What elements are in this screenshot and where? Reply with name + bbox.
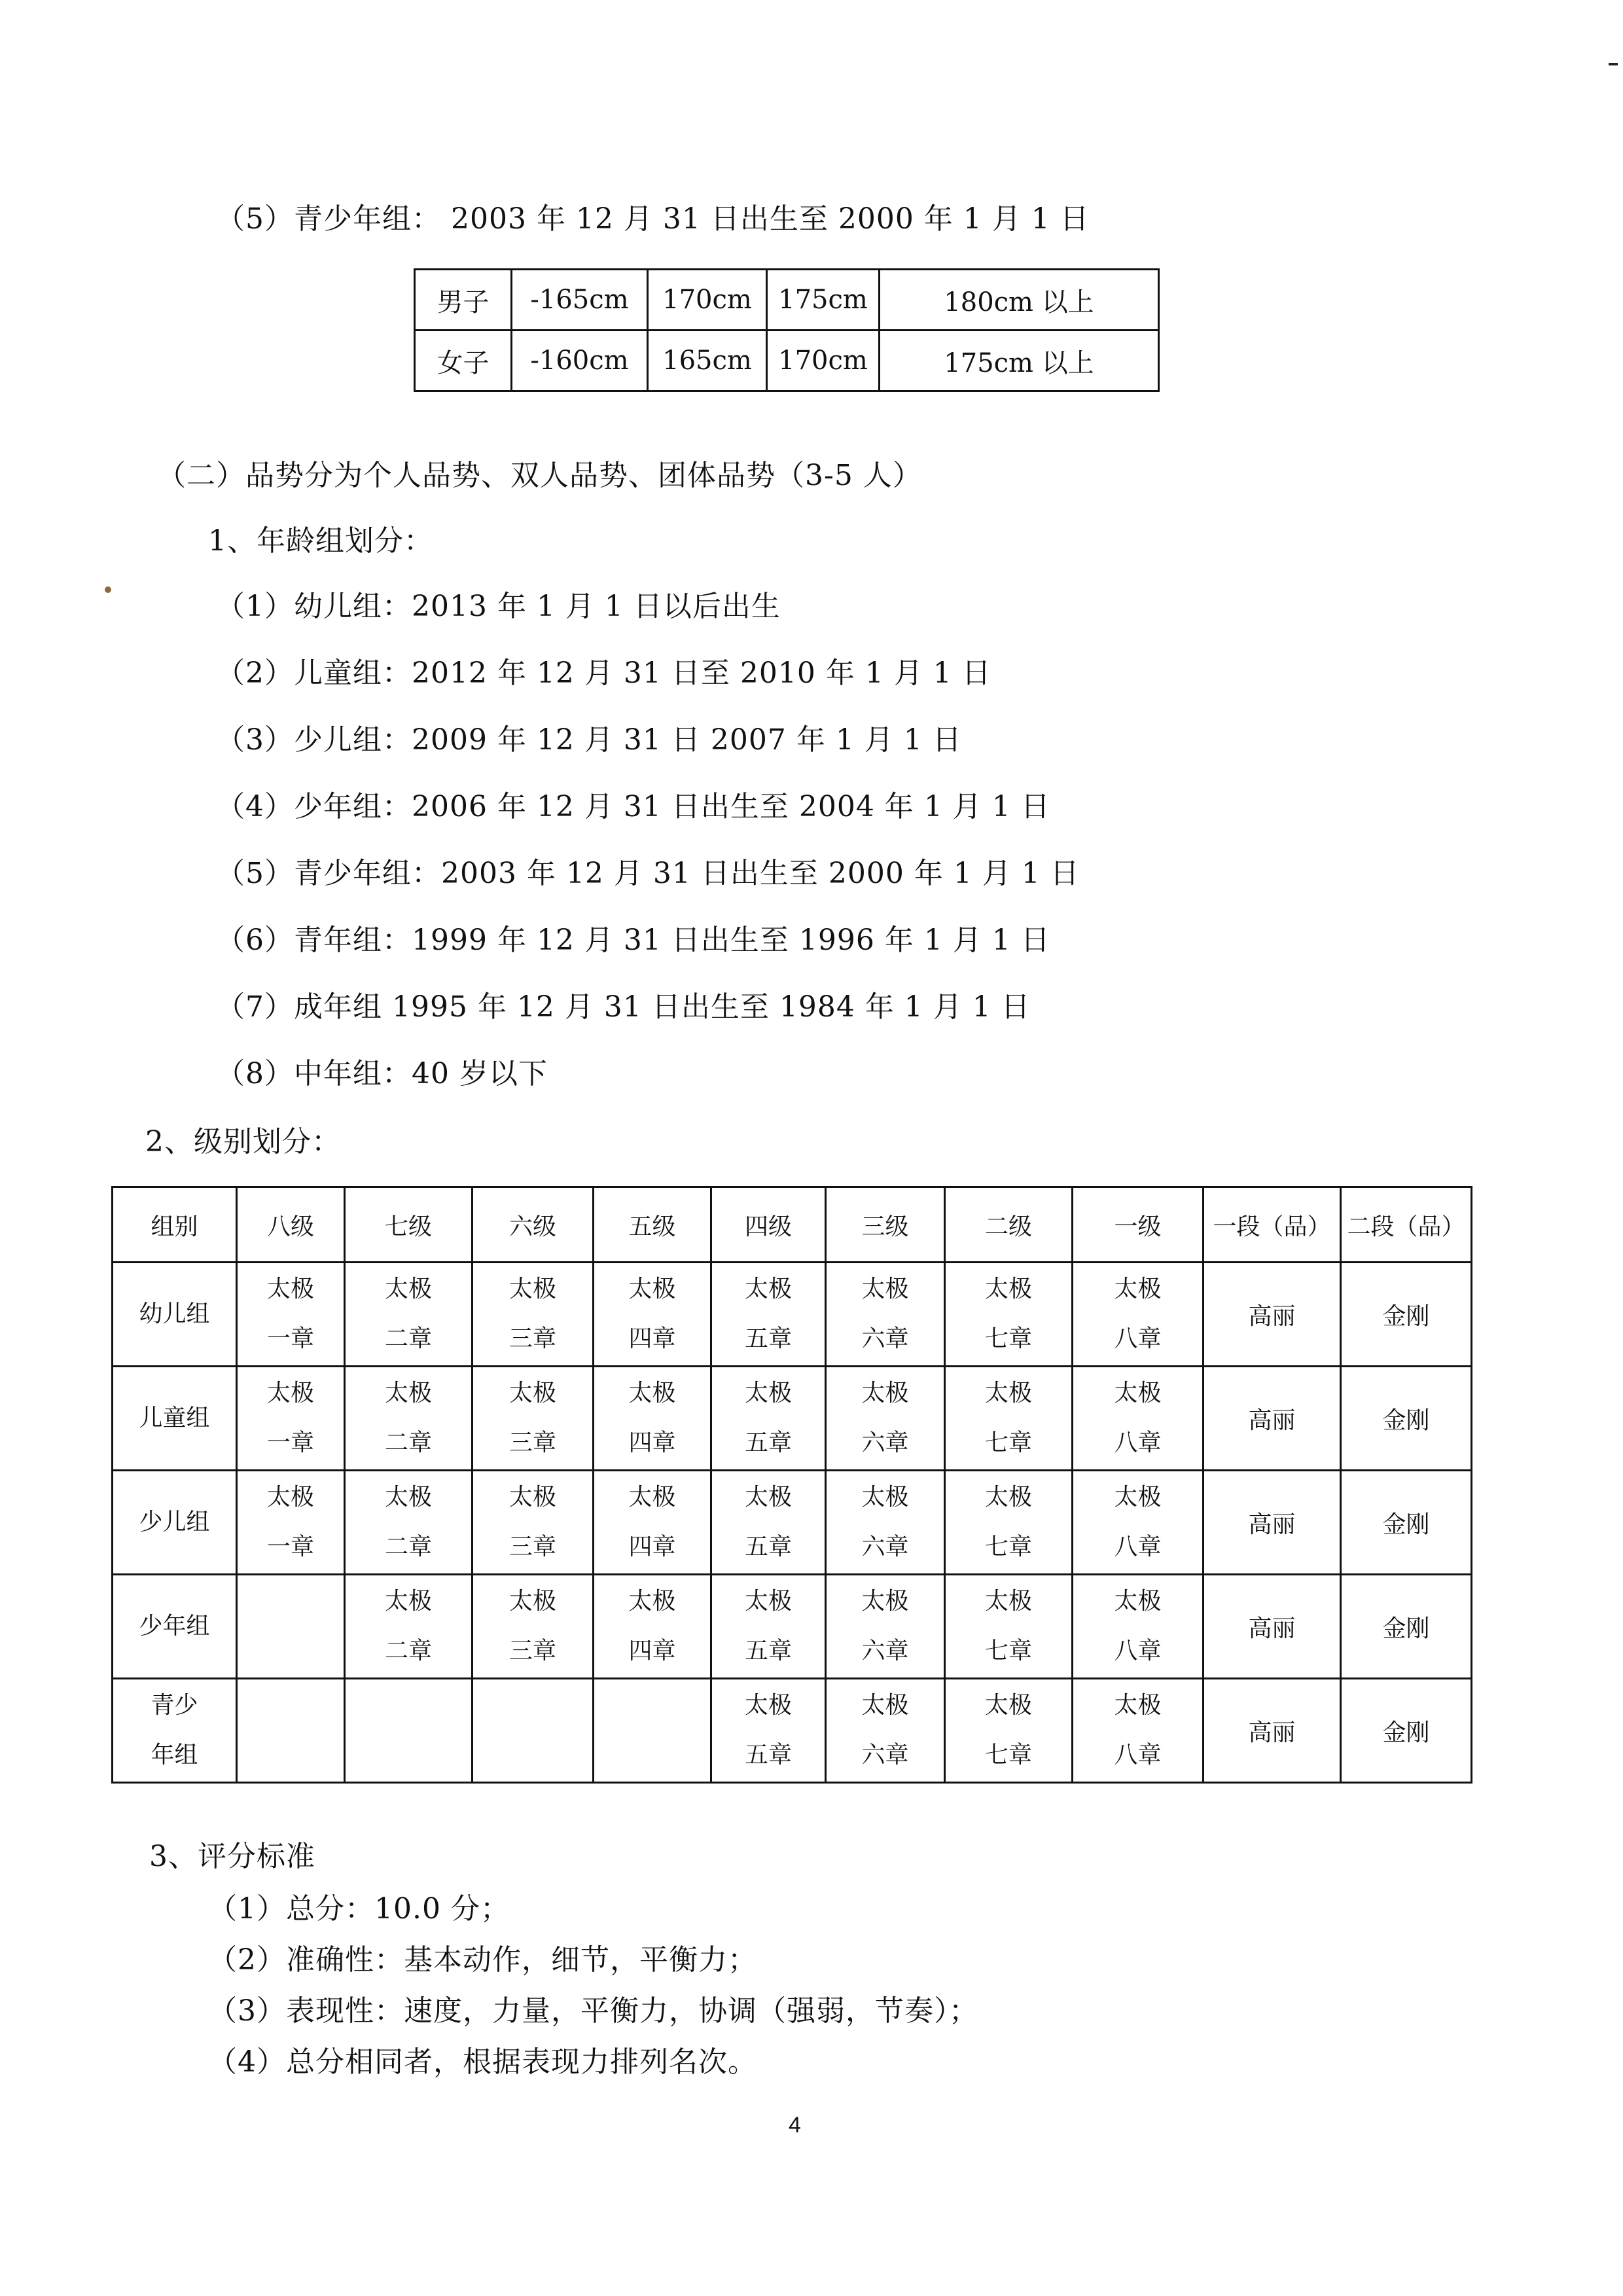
poomsae-label: 三章 bbox=[508, 1429, 556, 1456]
grade-header-row bbox=[113, 1187, 1472, 1263]
poomsae-cell bbox=[345, 1679, 473, 1783]
poomsae-cell bbox=[345, 1367, 473, 1471]
grade-header-cell: 二级 bbox=[945, 1187, 1073, 1263]
group-label: 幼儿组 bbox=[139, 1300, 210, 1327]
poomsae-label: 太极 bbox=[628, 1276, 676, 1302]
poomsae-label: 太极 bbox=[266, 1484, 314, 1511]
scoring-item: （3）表现性：速度，力量，平衡力，协调（强弱，节奏）； bbox=[208, 1994, 978, 2028]
poomsae-label: 七章 bbox=[984, 1534, 1032, 1560]
grade-row bbox=[113, 1679, 1472, 1783]
age-item: （3）少儿组：2009 年 12 月 31 日 2007 年 1 月 1 日 bbox=[216, 723, 962, 757]
poomsae-cell bbox=[945, 1679, 1073, 1783]
age-item: （2）儿童组：2012 年 12 月 31 日至 2010 年 1 月 1 日 bbox=[216, 656, 991, 690]
poomsae-label: 四章 bbox=[628, 1429, 676, 1456]
poomsae-label: 太极 bbox=[1114, 1588, 1162, 1615]
group-cell bbox=[113, 1575, 237, 1679]
poomsae-label: 八章 bbox=[1114, 1429, 1162, 1456]
group-label: 少年组 bbox=[139, 1613, 210, 1640]
poomsae-cell bbox=[473, 1263, 594, 1367]
poomsae-label: 太极 bbox=[384, 1588, 432, 1615]
poomsae-cell bbox=[237, 1679, 345, 1783]
poomsae-label: 太极 bbox=[1114, 1276, 1162, 1302]
poomsae-label: 太极 bbox=[861, 1484, 909, 1511]
poomsae-label: 太极 bbox=[861, 1276, 909, 1302]
height-cell: -160cm bbox=[512, 331, 648, 391]
poomsae-label: 太极 bbox=[744, 1380, 792, 1407]
height-cell: 170cm bbox=[648, 270, 767, 331]
poomsae-label: 五章 bbox=[744, 1325, 792, 1352]
poomsae-label: 八章 bbox=[1114, 1534, 1162, 1560]
group-cell bbox=[113, 1471, 237, 1575]
poomsae-label: 太极 bbox=[508, 1588, 556, 1615]
poomsae-label: 太极 bbox=[1114, 1692, 1162, 1719]
scoring-item: （2）准确性：基本动作，细节，平衡力； bbox=[208, 1943, 757, 1977]
poomsae-label: 三章 bbox=[508, 1325, 556, 1352]
poomsae-label: 太极 bbox=[266, 1380, 314, 1407]
grade-header-cell: 七级 bbox=[345, 1187, 473, 1263]
poomsae-cell bbox=[473, 1575, 594, 1679]
poomsae-cell bbox=[826, 1471, 945, 1575]
poomsae-label: 一章 bbox=[266, 1429, 314, 1456]
poomsae-label: 七章 bbox=[984, 1742, 1032, 1768]
height-table bbox=[414, 268, 1160, 392]
poomsae-label: 太极 bbox=[266, 1276, 314, 1302]
poomsae-label: 八章 bbox=[1114, 1638, 1162, 1664]
grade-header-cell: 八级 bbox=[237, 1187, 345, 1263]
poomsae-cell bbox=[594, 1367, 711, 1471]
poomsae-label: 六章 bbox=[861, 1742, 909, 1768]
poomsae-label: 太极 bbox=[861, 1692, 909, 1719]
poomsae-cell bbox=[945, 1367, 1073, 1471]
poomsae-cell bbox=[711, 1575, 826, 1679]
poomsae-label: 八章 bbox=[1114, 1325, 1162, 1352]
poomsae-label: 七章 bbox=[984, 1429, 1032, 1456]
poomsae-label: 太极 bbox=[984, 1276, 1032, 1302]
poomsae-label: 七章 bbox=[984, 1638, 1032, 1664]
level-title: 2、级别划分： bbox=[145, 1125, 341, 1158]
poomsae-label: 太极 bbox=[744, 1692, 792, 1719]
poomsae-label: 一章 bbox=[266, 1534, 314, 1560]
dan-cell: 金刚 bbox=[1341, 1575, 1472, 1679]
height-cell: 175cm bbox=[767, 270, 880, 331]
scoring-item: （1）总分：10.0 分； bbox=[208, 1892, 510, 1926]
poomsae-cell bbox=[345, 1575, 473, 1679]
poomsae-label: 太极 bbox=[384, 1484, 432, 1511]
poomsae-label: 太极 bbox=[384, 1276, 432, 1302]
scoring-title: 3、评分标准 bbox=[149, 1840, 315, 1873]
height-row bbox=[415, 270, 1159, 331]
poomsae-label: 六章 bbox=[861, 1638, 909, 1664]
section2-title: （二）品势分为个人品势、双人品势、团体品势（3-5 人） bbox=[157, 459, 922, 492]
poomsae-label: 一章 bbox=[266, 1325, 314, 1352]
poomsae-cell bbox=[1073, 1471, 1204, 1575]
age-item: （5）青少年组：2003 年 12 月 31 日出生至 2000 年 1 月 1 日 bbox=[216, 857, 1080, 890]
grade-header-cell: 四级 bbox=[711, 1187, 826, 1263]
poomsae-cell bbox=[1073, 1679, 1204, 1783]
height-cell: 女子 bbox=[415, 331, 512, 391]
height-cell: 175cm 以上 bbox=[880, 331, 1159, 391]
height-row bbox=[415, 331, 1159, 391]
poomsae-cell bbox=[237, 1263, 345, 1367]
poomsae-cell bbox=[945, 1575, 1073, 1679]
group-label: 青少 bbox=[151, 1692, 198, 1719]
poomsae-cell bbox=[711, 1471, 826, 1575]
poomsae-cell bbox=[594, 1471, 711, 1575]
grade-header-cell: 三级 bbox=[826, 1187, 945, 1263]
poomsae-label: 太极 bbox=[1114, 1484, 1162, 1511]
poomsae-label: 太极 bbox=[744, 1276, 792, 1302]
dan-cell: 金刚 bbox=[1341, 1367, 1472, 1471]
group-label: 少儿组 bbox=[139, 1509, 210, 1535]
poomsae-cell bbox=[826, 1263, 945, 1367]
poomsae-cell bbox=[826, 1367, 945, 1471]
grade-header-cell: 六级 bbox=[473, 1187, 594, 1263]
height-cell: 180cm 以上 bbox=[880, 270, 1159, 331]
poomsae-cell bbox=[1073, 1367, 1204, 1471]
poomsae-cell bbox=[473, 1367, 594, 1471]
dan-cell: 高丽 bbox=[1204, 1471, 1341, 1575]
poomsae-cell bbox=[345, 1263, 473, 1367]
poomsae-label: 太极 bbox=[508, 1380, 556, 1407]
poomsae-label: 太极 bbox=[861, 1380, 909, 1407]
age-item: （7）成年组 1995 年 12 月 31 日出生至 1984 年 1 月 1 日 bbox=[216, 990, 1031, 1024]
poomsae-cell bbox=[1073, 1575, 1204, 1679]
grade-row bbox=[113, 1471, 1472, 1575]
poomsae-label: 四章 bbox=[628, 1638, 676, 1664]
poomsae-cell bbox=[1073, 1263, 1204, 1367]
poomsae-label: 三章 bbox=[508, 1638, 556, 1664]
scan-speck bbox=[105, 586, 111, 593]
grade-row bbox=[113, 1263, 1472, 1367]
age-title: 1、年龄组划分： bbox=[208, 524, 433, 558]
page-number: 4 bbox=[789, 2113, 801, 2138]
poomsae-label: 五章 bbox=[744, 1638, 792, 1664]
poomsae-cell bbox=[594, 1263, 711, 1367]
poomsae-label: 六章 bbox=[861, 1325, 909, 1352]
grade-header-cell: 五级 bbox=[594, 1187, 711, 1263]
grade-table bbox=[111, 1186, 1472, 1784]
group-label: 年组 bbox=[151, 1742, 198, 1768]
dan-cell: 金刚 bbox=[1341, 1471, 1472, 1575]
grade-header-cell: 二段（品） bbox=[1341, 1187, 1472, 1263]
poomsae-cell bbox=[711, 1263, 826, 1367]
poomsae-cell bbox=[473, 1679, 594, 1783]
age-item: （1）幼儿组：2013 年 1 月 1 日以后出生 bbox=[216, 590, 781, 623]
group-label: 儿童组 bbox=[139, 1405, 210, 1431]
poomsae-label: 七章 bbox=[984, 1325, 1032, 1352]
poomsae-label: 太极 bbox=[984, 1484, 1032, 1511]
poomsae-label: 八章 bbox=[1114, 1742, 1162, 1768]
dan-cell: 金刚 bbox=[1341, 1679, 1472, 1783]
poomsae-cell bbox=[826, 1679, 945, 1783]
poomsae-label: 二章 bbox=[384, 1638, 432, 1664]
grade-header-cell: 一段（品） bbox=[1204, 1187, 1341, 1263]
poomsae-label: 太极 bbox=[984, 1588, 1032, 1615]
scoring-item: （4）总分相同者，根据表现力排列名次。 bbox=[208, 2045, 757, 2079]
poomsae-cell bbox=[711, 1679, 826, 1783]
dan-cell: 金刚 bbox=[1341, 1263, 1472, 1367]
poomsae-cell bbox=[945, 1263, 1073, 1367]
poomsae-label: 太极 bbox=[984, 1380, 1032, 1407]
poomsae-label: 五章 bbox=[744, 1742, 792, 1768]
grade-header-cell: 一级 bbox=[1073, 1187, 1204, 1263]
poomsae-label: 太极 bbox=[384, 1380, 432, 1407]
poomsae-label: 六章 bbox=[861, 1534, 909, 1560]
group-cell bbox=[113, 1263, 237, 1367]
poomsae-cell bbox=[594, 1575, 711, 1679]
grade-row bbox=[113, 1575, 1472, 1679]
poomsae-cell bbox=[345, 1471, 473, 1575]
top-item: （5）青少年组： 2003 年 12 月 31 日出生至 2000 年 1 月 1 日 bbox=[216, 202, 1090, 236]
scan-speck bbox=[1609, 63, 1618, 65]
dan-cell: 高丽 bbox=[1204, 1679, 1341, 1783]
poomsae-cell bbox=[237, 1367, 345, 1471]
poomsae-cell bbox=[594, 1679, 711, 1783]
poomsae-label: 太极 bbox=[744, 1588, 792, 1615]
height-cell: -165cm bbox=[512, 270, 648, 331]
poomsae-label: 六章 bbox=[861, 1429, 909, 1456]
grade-row bbox=[113, 1367, 1472, 1471]
age-item: （4）少年组：2006 年 12 月 31 日出生至 2004 年 1 月 1 日 bbox=[216, 790, 1050, 823]
height-cell: 170cm bbox=[767, 331, 880, 391]
poomsae-label: 四章 bbox=[628, 1534, 676, 1560]
poomsae-cell bbox=[237, 1471, 345, 1575]
poomsae-label: 二章 bbox=[384, 1534, 432, 1560]
poomsae-cell bbox=[711, 1367, 826, 1471]
poomsae-cell bbox=[237, 1575, 345, 1679]
poomsae-label: 三章 bbox=[508, 1534, 556, 1560]
poomsae-label: 太极 bbox=[508, 1484, 556, 1511]
poomsae-label: 太极 bbox=[744, 1484, 792, 1511]
age-item: （8）中年组：40 岁以下 bbox=[216, 1057, 548, 1090]
poomsae-cell bbox=[826, 1575, 945, 1679]
poomsae-label: 太极 bbox=[861, 1588, 909, 1615]
poomsae-label: 太极 bbox=[628, 1484, 676, 1511]
group-cell bbox=[113, 1367, 237, 1471]
dan-cell: 高丽 bbox=[1204, 1575, 1341, 1679]
group-cell bbox=[113, 1679, 237, 1783]
height-cell: 男子 bbox=[415, 270, 512, 331]
height-cell: 165cm bbox=[648, 331, 767, 391]
dan-cell: 高丽 bbox=[1204, 1367, 1341, 1471]
poomsae-label: 二章 bbox=[384, 1325, 432, 1352]
poomsae-label: 太极 bbox=[984, 1692, 1032, 1719]
poomsae-label: 太极 bbox=[628, 1380, 676, 1407]
grade-header-cell: 组别 bbox=[113, 1187, 237, 1263]
poomsae-cell bbox=[945, 1471, 1073, 1575]
poomsae-cell bbox=[473, 1471, 594, 1575]
poomsae-label: 太极 bbox=[628, 1588, 676, 1615]
poomsae-label: 五章 bbox=[744, 1429, 792, 1456]
poomsae-label: 太极 bbox=[1114, 1380, 1162, 1407]
poomsae-label: 二章 bbox=[384, 1429, 432, 1456]
dan-cell: 高丽 bbox=[1204, 1263, 1341, 1367]
poomsae-label: 太极 bbox=[508, 1276, 556, 1302]
poomsae-label: 四章 bbox=[628, 1325, 676, 1352]
age-item: （6）青年组：1999 年 12 月 31 日出生至 1996 年 1 月 1 日 bbox=[216, 924, 1050, 957]
poomsae-label: 五章 bbox=[744, 1534, 792, 1560]
